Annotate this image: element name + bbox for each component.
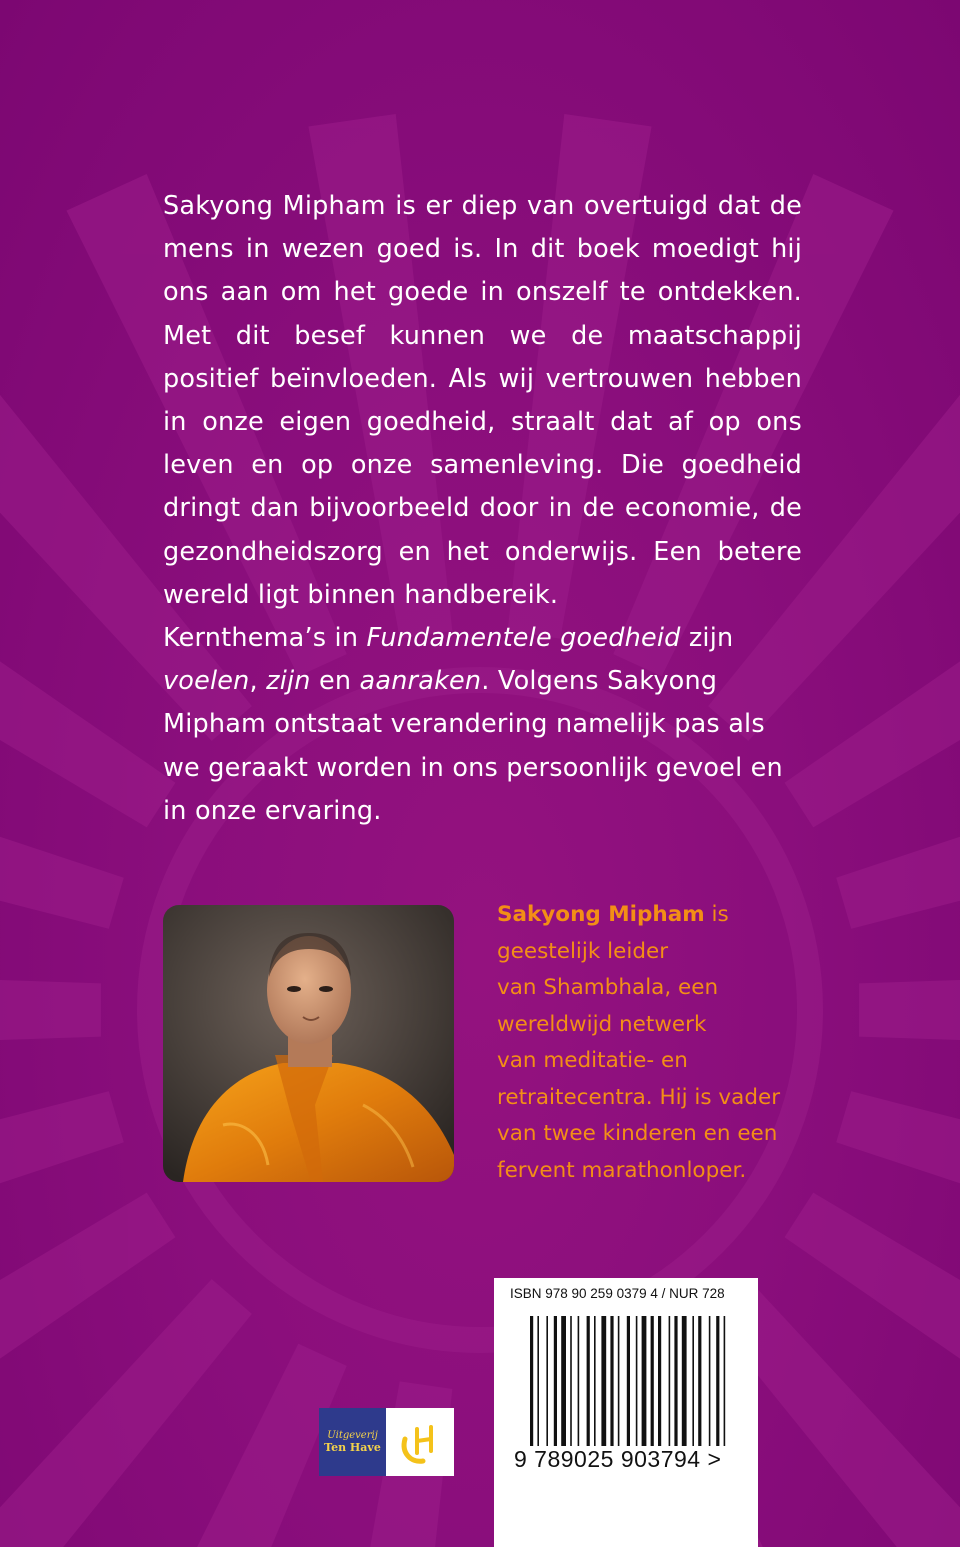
blurb-text: . Volgens Sakyong Mipham ontstaat verandering namelijk pas als we geraakt worden in ons persoonlijk gevoel en in onze ervaring. bbox=[163, 666, 783, 826]
barcode-bar bbox=[578, 1316, 580, 1446]
blurb-paragraph-1 bbox=[163, 185, 802, 617]
author-bio-text: is bbox=[704, 902, 729, 927]
author-bio bbox=[497, 897, 827, 1189]
blurb-text: zijn bbox=[680, 623, 734, 653]
barcode-icon bbox=[494, 1278, 758, 1547]
author-name: Sakyong Mipham bbox=[497, 902, 705, 927]
barcode-bar bbox=[642, 1316, 647, 1446]
barcode-bar bbox=[709, 1316, 711, 1446]
barcode-bar bbox=[610, 1316, 613, 1446]
publisher-wordmark bbox=[319, 1408, 386, 1476]
author-bio-line: van twee kinderen en een bbox=[497, 1121, 778, 1146]
barcode-bar bbox=[669, 1316, 671, 1446]
barcode-bar bbox=[692, 1316, 694, 1446]
barcode-bar bbox=[651, 1316, 654, 1446]
blurb-text: Kernthema’s in bbox=[163, 623, 367, 653]
author-bio-line: van Shambhala, een bbox=[497, 975, 719, 1000]
blurb-text-1: Sakyong Mipham is er diep van overtuigd dat de mens in wezen goed is. In dit boek moedigt hij ons aan om het goede in onszelf te ontdekken. Met dit besef kunnen we de maatschappij positief beïnvloeden. Als wij vertrouwen hebben in onze eigen goedheid, straalt dat af op ons leven en op onze samenleving. Die goedheid dringt dan bijvoorbeeld door in de economie, de gezondheidszorg en het onderwijs. Een betere wereld ligt binnen handbereik. bbox=[163, 191, 802, 610]
publisher-name: Ten Have bbox=[324, 1441, 381, 1454]
author-bio-line: retraitecentra. Hij is vader bbox=[497, 1084, 781, 1110]
barcode-bar bbox=[570, 1316, 572, 1446]
barcode-bar bbox=[546, 1316, 548, 1446]
author-bio-line bbox=[497, 897, 827, 934]
sunburst-ray bbox=[0, 966, 101, 1054]
sunburst-ray bbox=[859, 966, 960, 1054]
barcode-bar bbox=[537, 1316, 539, 1446]
barcode-bar bbox=[601, 1316, 606, 1446]
barcode-digits: 9 789025 903794 > bbox=[514, 1446, 722, 1472]
barcode-label bbox=[494, 1278, 758, 1547]
barcode-bar bbox=[724, 1316, 726, 1446]
barcode-bar bbox=[530, 1316, 533, 1446]
author-bio-line: fervent marathonloper. bbox=[497, 1157, 747, 1183]
barcode-bar bbox=[658, 1316, 661, 1446]
theme-italic: voelen bbox=[163, 666, 250, 697]
barcode-bar bbox=[636, 1316, 638, 1446]
barcode-bar bbox=[627, 1316, 630, 1446]
barcode-bar bbox=[682, 1316, 687, 1446]
barcode-bar bbox=[561, 1316, 566, 1446]
author-bio-line: wereldwijd netwerk bbox=[497, 1011, 707, 1037]
publisher-label: Uitgeverij bbox=[327, 1430, 378, 1441]
barcode-bar bbox=[674, 1316, 677, 1446]
barcode-bar bbox=[618, 1316, 620, 1446]
book-title-italic: Fundamentele goedheid bbox=[366, 623, 681, 653]
author-bio-line: van meditatie- en bbox=[497, 1048, 688, 1073]
barcode-bar bbox=[594, 1316, 596, 1446]
author-bio-line: geestelijk leider bbox=[497, 938, 669, 964]
blurb-paragraph-2 bbox=[163, 617, 802, 833]
theme-italic: aanraken bbox=[359, 666, 482, 697]
barcode-bar bbox=[554, 1316, 557, 1446]
barcode-bar bbox=[698, 1316, 701, 1446]
publisher-logo bbox=[319, 1408, 454, 1476]
blurb-text: en bbox=[310, 666, 360, 697]
blurb-text: , bbox=[249, 666, 267, 697]
isbn-text: ISBN 978 90 259 0379 4 / NUR 728 bbox=[510, 1286, 725, 1301]
theme-italic: zijn bbox=[266, 666, 311, 697]
author-photo bbox=[163, 905, 454, 1182]
barcode-bar bbox=[587, 1316, 590, 1446]
barcode-bar bbox=[716, 1316, 719, 1446]
ten-have-logo-icon bbox=[386, 1408, 454, 1476]
